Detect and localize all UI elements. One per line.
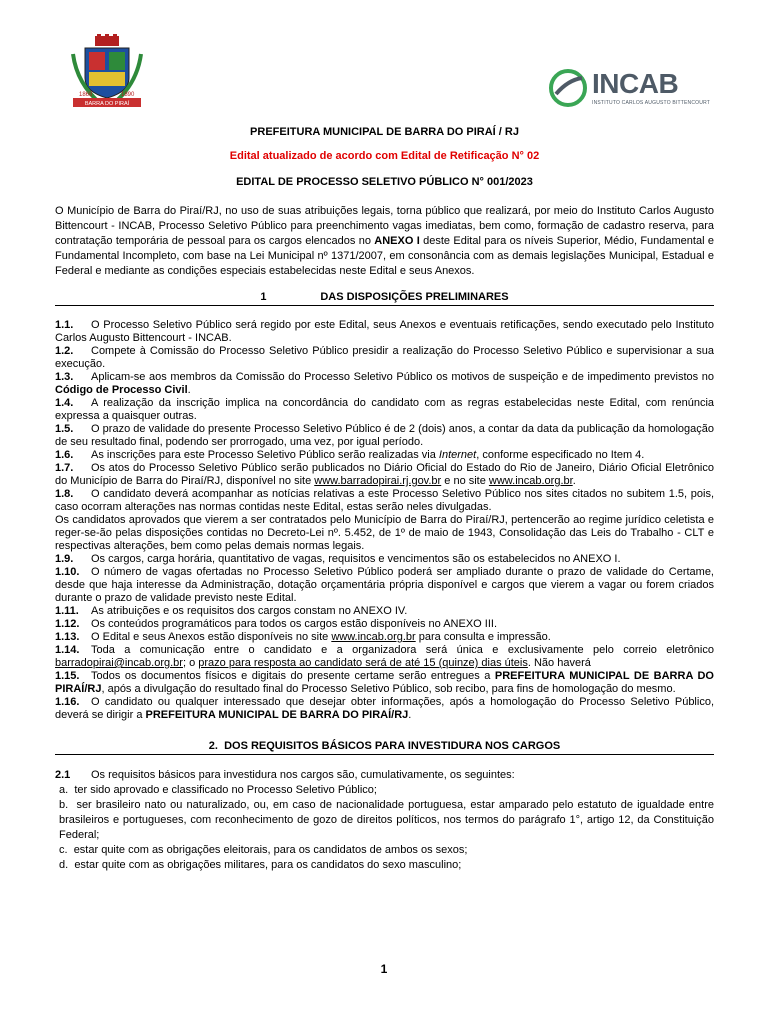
title-prefeitura: PREFEITURA MUNICIPAL DE BARRA DO PIRAÍ / RJ — [250, 126, 519, 138]
item-1-2: 1.2. Compete à Comissão do Processo Seletivo Público presidir a realização do Processo Seletivo Público e supervisionar a sua execução. — [55, 345, 714, 370]
document-titles — [55, 126, 714, 188]
municipal-coat-of-arms — [71, 34, 143, 112]
item-1-7: 1.7. Os atos do Processo Seletivo Público serão publicados no Diário Oficial do Estado do Rio de Janeiro, Diário Oficial Eletrônico do Município de Barra do Piraí/RJ, disponível no site www.barradopirai.rj.gov.br e no site www.incab.org.br. — [55, 462, 714, 487]
item-1-5: 1.5. O prazo de validade do presente Processo Seletivo Público é de 2 (dois) anos, a contar da data da publicação da homologação de seu resultado final, podendo ser prorrogado, uma vez, por igual período. — [55, 423, 714, 448]
intro-paragraph: O Município de Barra do Piraí/RJ, no uso de suas atribuições legais, torna público que realizará, por meio do Instituto Carlos Augusto Bittencourt - INCAB, Processo Seletivo Público para preenchimento vagas imediatas, bem como, formação de cadastro reserva, para contratação temporária de pessoal para os cargos elencados no ANEXO I deste Edital para os níveis Superior, Médio, Fundamental e Fundamental Incompleto, com base na Lei Municipal nº 1371/2007, em consonância com as demais legislações Municipal, Estadual e Federal e mediante as condições especiais estabelecidas neste Edital e seus Anexos. — [55, 205, 714, 277]
link-barradopirai[interactable]: www.barradopirai.rj.gov.br — [314, 475, 442, 487]
item-1-10: 1.10. O número de vagas ofertadas no Processo Seletivo Público poderá ser ampliado durante o prazo de validade do Certame, desde que haja interesse da Administração, dotação orçamentária própria disponível e cargos que vierem a vagar ou forem criados durante o prazo de validade previsto neste Edital. — [55, 566, 714, 604]
title-edital: EDITAL DE PROCESSO SELETIVO PÚBLICO N° 001/2023 — [236, 176, 533, 188]
svg-text:1868: 1868 — [79, 92, 93, 98]
item-1-11: 1.11. As atribuições e os requisitos dos cargos constam no ANEXO IV. — [55, 605, 408, 617]
section-2-items — [55, 768, 714, 873]
svg-text:BARRA DO PIRAÍ: BARRA DO PIRAÍ — [84, 101, 130, 107]
item-1-9: 1.9. Os cargos, carga horária, quantitativo de vagas, requisitos e vencimentos são os estabelecidos no ANEXO I. — [55, 553, 621, 565]
section-1-items — [55, 319, 714, 722]
logo-brand-text: INCAB — [592, 68, 679, 99]
logo-subtitle-text: INSTITUTO CARLOS AUGUSTO BITTENCOURT — [592, 100, 711, 106]
link-incab[interactable]: www.incab.org.br — [488, 475, 573, 487]
item-1-16: 1.16. O candidato ou qualquer interessado que desejar obter informações, após a homologação do Processo Seletivo Público, deverá se dirigir a PREFEITURA MUNICIPAL DE BARRA DO PIRAÍ/RJ. — [55, 696, 714, 721]
document-header — [55, 0, 714, 120]
item-1-15: 1.15. Todos os documentos físicos e digitais do presente certame serão entregues a PREFEITURA MUNICIPAL DE BARRA DO PIRAÍ/RJ, após a divulgação do resultado final do Processo Seletivo Público, sob recibo, para fins de homologação do mesmo. — [55, 670, 714, 695]
item-1-3: 1.3. Aplicam-se aos membros da Comissão do Processo Seletivo Público os motivos de suspeição e de impedimento previstos no Código de Processo Civil. — [55, 371, 714, 396]
item-2-1-b: b. ser brasileiro nato ou naturalizado, ou, em caso de nacionalidade portuguesa, estar amparado pelo estatuto de igualdade entre brasileiros e portugueses, com reconhecimento de gozo de direitos políticos, nos termos do parágrafo 1°, artigo 12, da Constituição Federal; — [59, 799, 714, 841]
item-2-1: 2.1 Os requisitos básicos para investidura nos cargos são, cumulativamente, os seguintes: — [55, 769, 515, 781]
svg-text:1890: 1890 — [121, 92, 135, 98]
page-number: 1 — [380, 962, 388, 976]
section-2-heading: 2. DOS REQUISITOS BÁSICOS PARA INVESTIDURA NOS CARGOS — [55, 740, 714, 755]
item-1-1: 1.1. O Processo Seletivo Público será regido por este Edital, seus Anexos e eventuais retificações, sendo executado pelo Instituto Carlos Augusto Bittencourt - INCAB. — [55, 319, 714, 344]
item-1-12: 1.12. Os conteúdos programáticos para todos os cargos estão disponíveis no ANEXO III. — [55, 618, 497, 630]
link-incab-edital[interactable]: www.incab.org.br — [331, 631, 416, 643]
item-1-8: 1.8. O candidato deverá acompanhar as notícias relativas a este Processo Seletivo Público nos sites citados no subitem 1.5, pois, caso ocorram alterações nas normas contidas neste Edital, estas serão neles divulgadas. — [55, 488, 714, 513]
item-1-6: 1.6. As inscrições para este Processo Seletivo Público serão realizadas via Internet, conforme especificado no Item 4. — [55, 449, 645, 461]
item-2-1-c: c. estar quite com as obrigações eleitorais, para os candidatos de ambos os sexos; — [59, 844, 468, 856]
email-link[interactable]: barradopirai@incab.org.br — [55, 657, 183, 669]
section-1-heading: 1 DAS DISPOSIÇÕES PRELIMINARES — [55, 291, 714, 306]
title-retificacao: Edital atualizado de acordo com Edital de Retificação N° 02 — [229, 150, 540, 162]
item-2-1-d: d. estar quite com as obrigações militares, para os candidatos do sexo masculino; — [59, 859, 462, 871]
paragraph-regime: Os candidatos aprovados que vierem a ser contratados pelo Município de Barra do Piraí/RJ, pertencerão ao regime jurídico celetista e reger-se-ão pelas disposições contidas no Decreto-Lei nº. 5.452, de 1º de maio de 1943, Consolidação das Leis do Trabalho - CLT e respectivas alterações, bem como pelas demais normas legais. — [55, 514, 714, 552]
document-page — [55, 0, 714, 873]
item-1-4: 1.4. A realização da inscrição implica na concordância do candidato com as regras estabelecidas neste Edital, com renúncia expressa a quaisquer outras. — [55, 397, 714, 422]
item-1-13: 1.13. O Edital e seus Anexos estão disponíveis no site www.incab.org.br para consulta e impressão. — [55, 631, 551, 643]
item-2-1-a: a. ter sido aprovado e classificado no Processo Seletivo Público; — [59, 784, 377, 796]
incab-logo-mark-icon — [548, 68, 588, 108]
item-1-14: 1.14. Toda a comunicação entre o candidato e a organizadora será única e exclusivamente pelo correio eletrônico barradopirai@incab.org.br; o prazo para resposta ao candidato será de até 15 (quinze) dias úteis. Não haverá — [55, 644, 714, 669]
incab-logo — [548, 68, 714, 112]
